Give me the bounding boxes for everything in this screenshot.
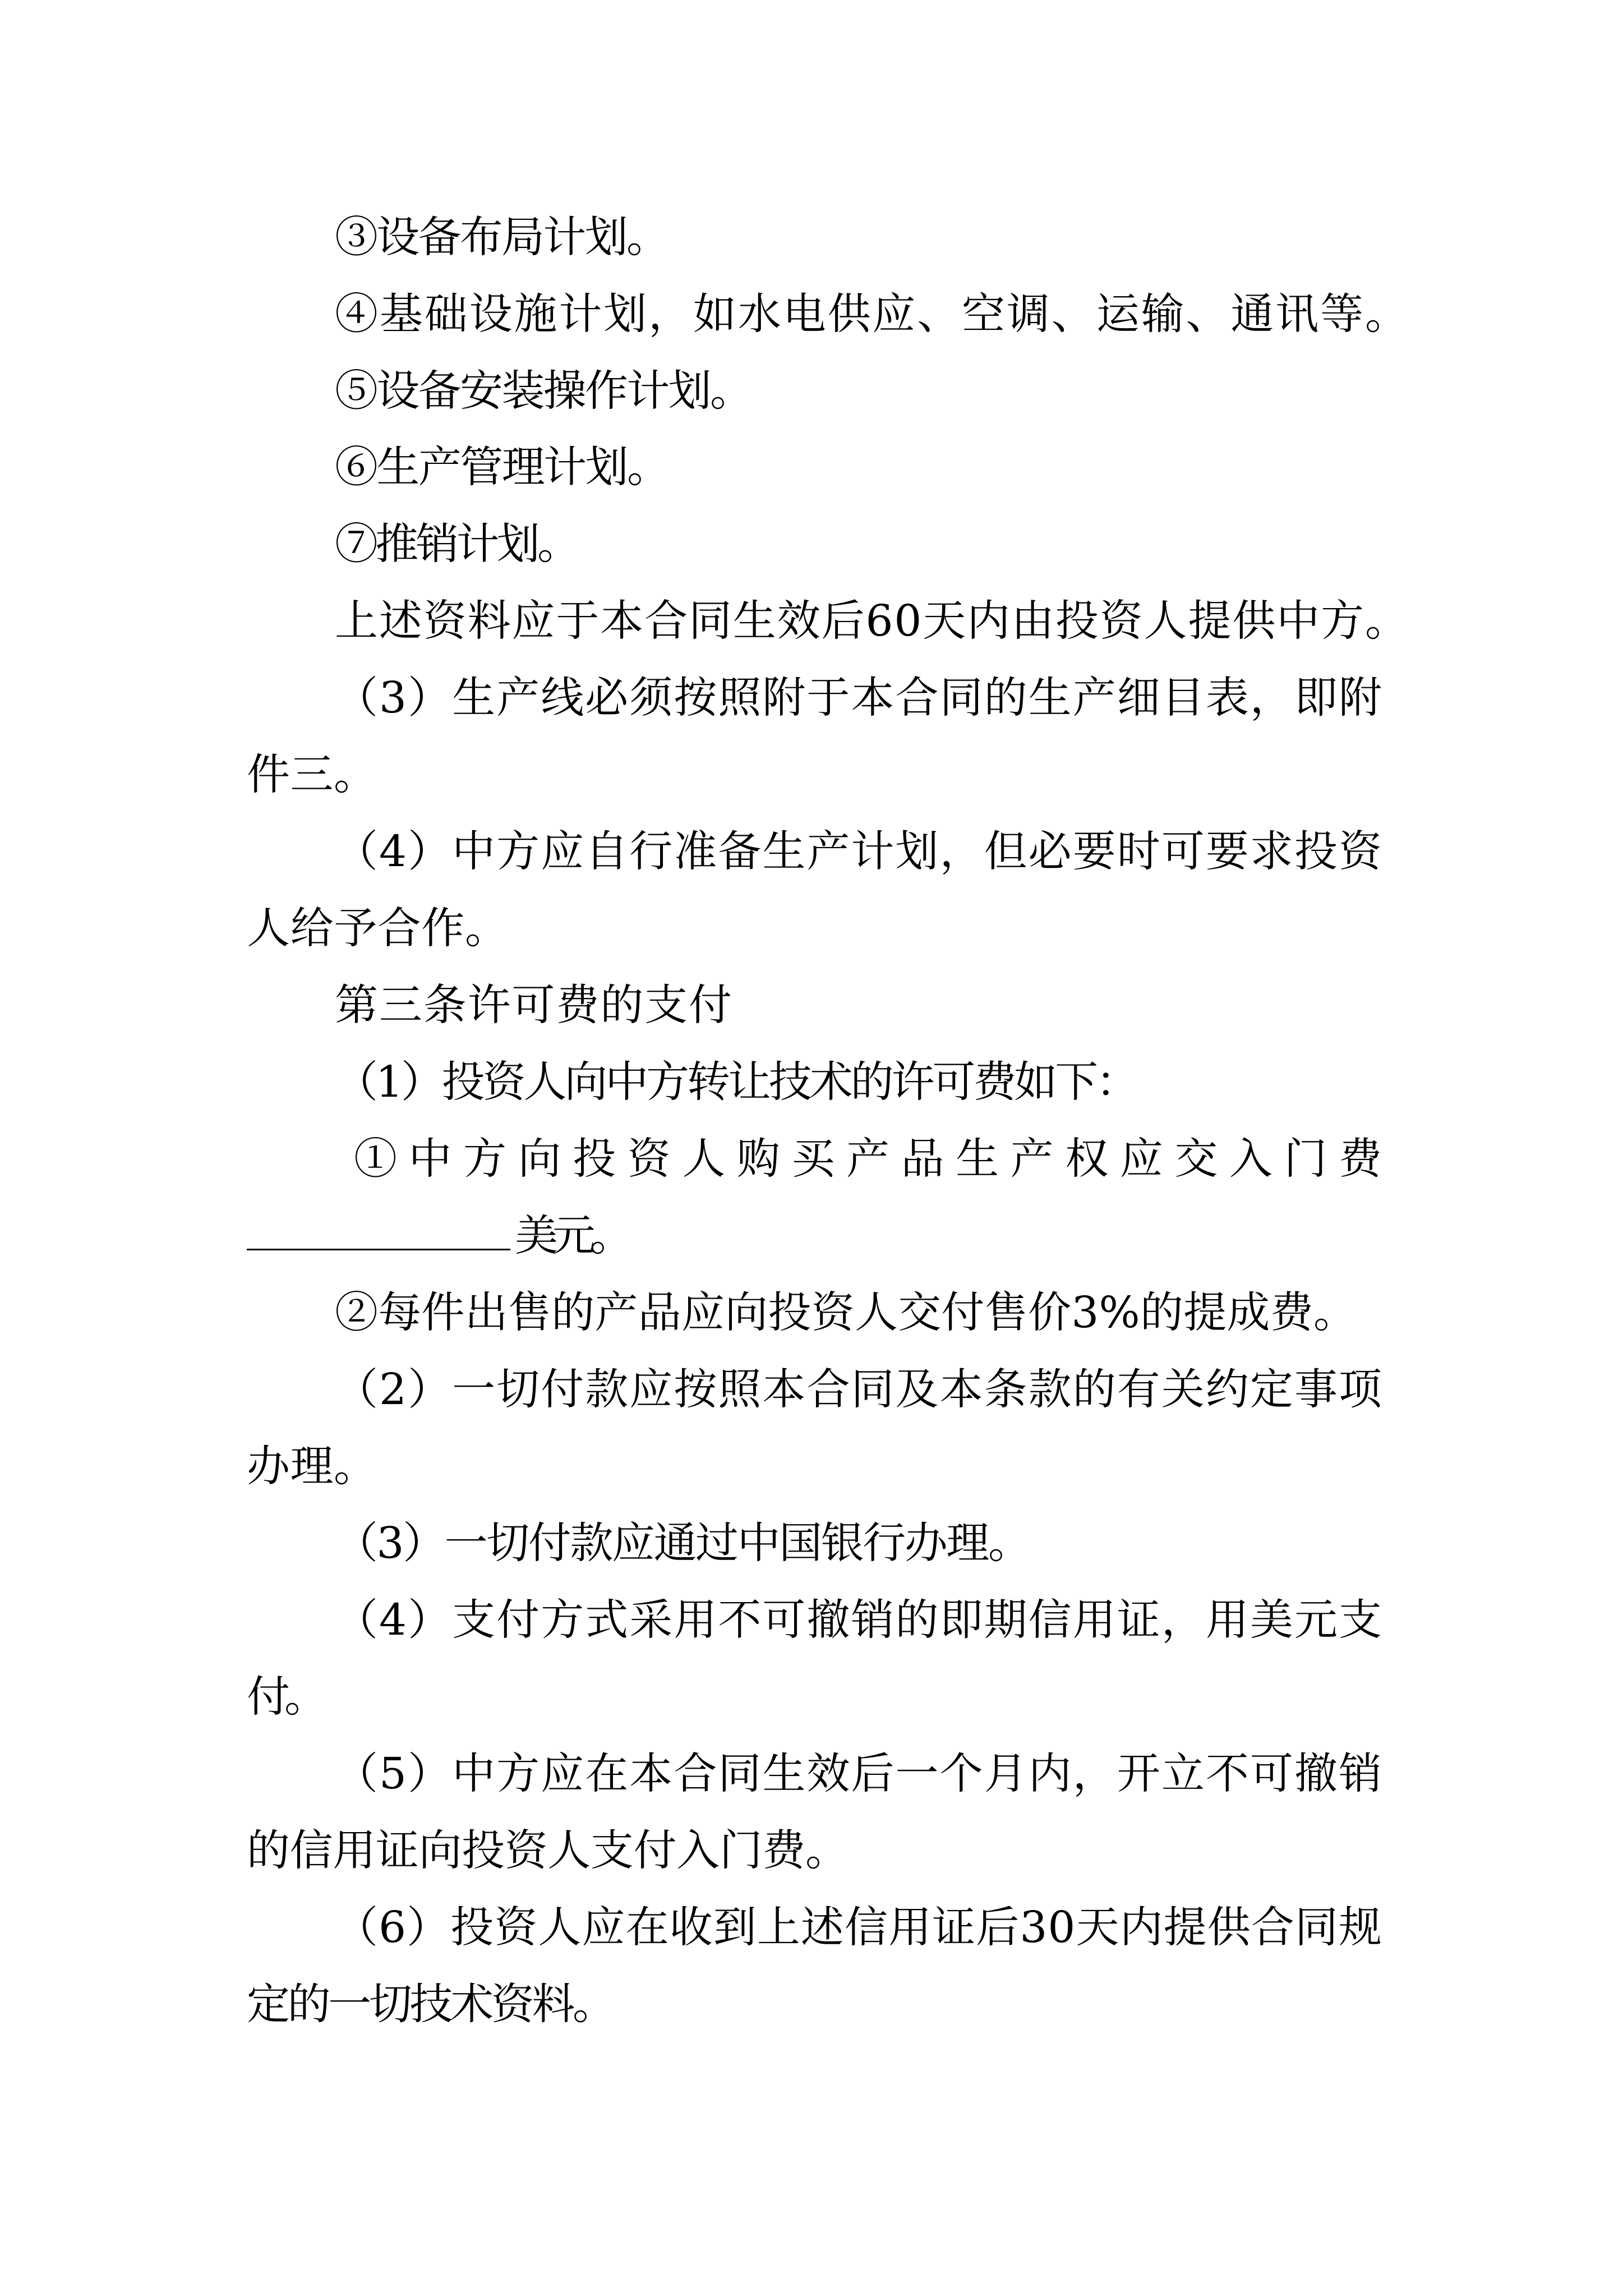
text-line: （1）投资人向中方转让技术的许可费如下：	[335, 1057, 1137, 1107]
text-line: （4）支付方式采用不可撤销的即期信用证，用美元支	[335, 1595, 1384, 1645]
text-line: ④基础设施计划，如水电供应、空调、运输、通讯等。	[335, 289, 1410, 339]
text-line: 美元。	[515, 1211, 628, 1261]
text-line: （5）中方应在本合同生效后一个月内，开立不可撤销	[335, 1749, 1384, 1799]
text-line: （4）中方应自行准备生产计划，但必要时可要求投资	[335, 827, 1384, 877]
text-line: ⑥生产管理计划。	[335, 443, 669, 493]
text-line: 定的一切技术资料。	[247, 1980, 614, 2030]
text-line: （3）生产线必须按照附于本合同的生产细目表，即附	[335, 673, 1384, 723]
fill-in-line	[247, 1211, 628, 1261]
text-line: ②每件出售的产品应向投资人交付售价3%的提成费。	[335, 1288, 1357, 1338]
text-line: 的信用证向投资人支付入门费。	[247, 1826, 849, 1876]
text-line: ⑤设备安装操作计划。	[335, 366, 752, 416]
text-line: （6）投资人应在收到上述信用证后30天内提供合同规	[335, 1903, 1383, 1953]
text-line: ③设备布局计划。	[335, 213, 668, 263]
text-line: 人给予合作。	[247, 904, 509, 954]
text-line: 办理。	[247, 1442, 377, 1492]
text-line: （2）一切付款应按照本合同及本条款的有关约定事项	[335, 1365, 1384, 1415]
text-line: ①中方向投资人购买产品生产权应交入门费	[354, 1134, 1394, 1184]
text-line: 付。	[247, 1672, 322, 1722]
section-heading: 第三条许可费的支付	[335, 981, 733, 1030]
blank-underline	[247, 1246, 510, 1250]
text-line: 件三。	[247, 750, 377, 800]
text-line: ⑦推销计划。	[335, 519, 578, 569]
text-line: （3）一切付款应通过中国银行办理。	[335, 1519, 1030, 1568]
text-line: 上述资料应于本合同生效后60天内由投资人提供中方。	[335, 596, 1409, 646]
